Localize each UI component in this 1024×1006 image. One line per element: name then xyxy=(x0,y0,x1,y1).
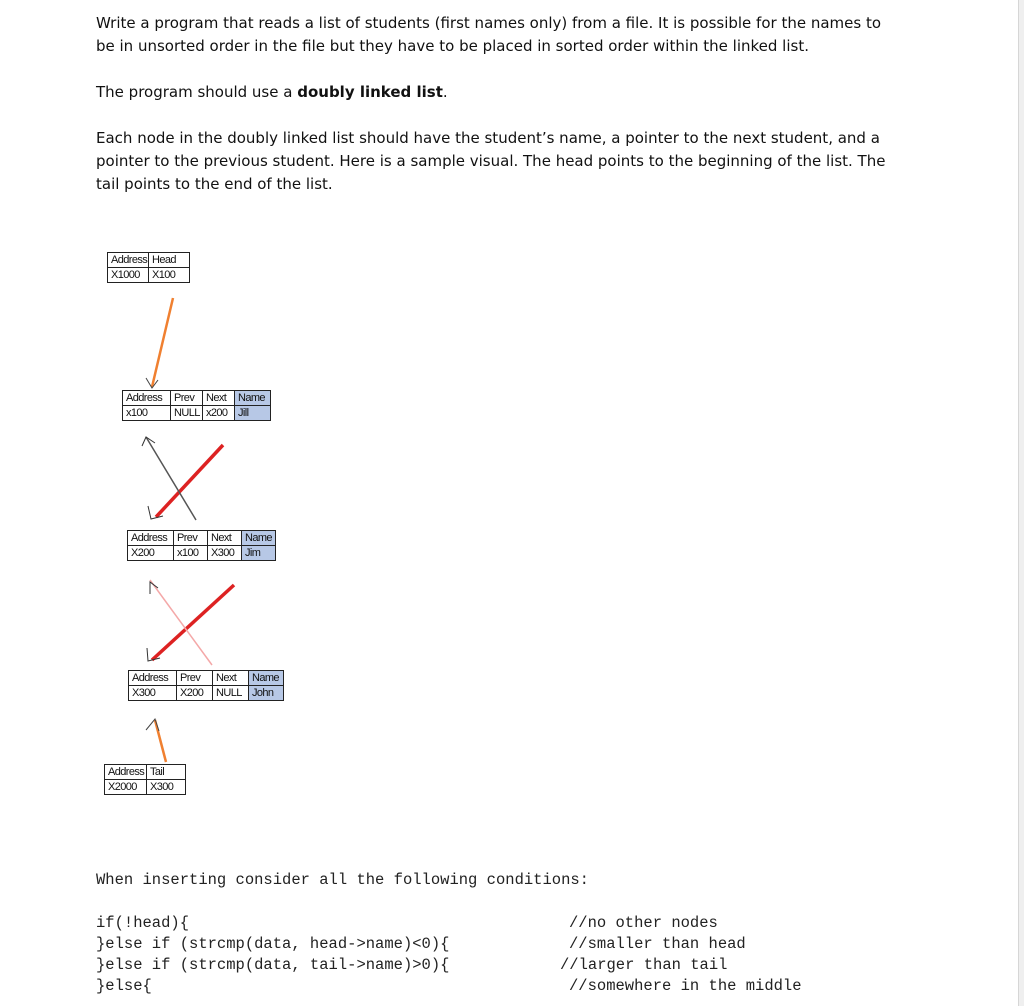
intro-paragraph-3: Each node in the doubly linked list should have the student’s name, a pointer to the next student, and a pointer to the previous student. Here is a sample visual. The head points to the beginning of the list. The tail points to the end of the list. xyxy=(96,129,886,193)
node-1-value-address: x100 xyxy=(123,406,171,420)
node-3-value-address: X300 xyxy=(129,686,177,700)
tail-box-header-tail: Tail xyxy=(147,765,185,780)
code-comment-2: //smaller than head xyxy=(569,935,746,953)
node-1-value-next: x200 xyxy=(203,406,235,420)
tail-pointer-box xyxy=(104,764,186,795)
code-comment-3: //larger than tail xyxy=(560,956,728,974)
intro-paragraph-2-prefix: The program should use a xyxy=(96,83,298,101)
next-pointer-arrow-1 xyxy=(156,445,223,517)
head-box-header-address: Address xyxy=(108,253,149,268)
node-3-value-prev: X200 xyxy=(177,686,213,700)
tail-box-value-address: X2000 xyxy=(105,780,147,794)
node-2-value-name: Jim xyxy=(242,546,275,560)
node-2-header-prev: Prev xyxy=(174,531,208,546)
head-box-value-head: X100 xyxy=(152,269,176,281)
code-line-2: }else if (strcmp(data, head->name)<0){ xyxy=(96,935,450,953)
node-3-header-prev: Prev xyxy=(177,671,213,686)
list-node-3 xyxy=(128,670,284,701)
list-node-2 xyxy=(127,530,276,561)
tail-box-header-address: Address xyxy=(105,765,147,780)
intro-paragraph-1: Write a program that reads a list of students (first names only) from a file. It is possible for the names to be in unsorted order in the file but they have to be placed in sorted order within the linked list. xyxy=(96,14,882,55)
node-3-header-next: Next xyxy=(213,671,249,686)
node-2-value-prev: x100 xyxy=(174,546,208,560)
intro-paragraph-2-suffix: . xyxy=(442,83,448,101)
node-2-value-next: X300 xyxy=(208,546,242,560)
code-comment-1: //no other nodes xyxy=(569,914,718,932)
node-1-value-name: Jill xyxy=(235,406,270,420)
list-node-1 xyxy=(122,390,271,421)
node-1-header-prev: Prev xyxy=(171,391,203,406)
head-pointer-box xyxy=(107,252,190,283)
next-pointer-arrow-2 xyxy=(152,585,234,660)
node-2-header-address: Address xyxy=(128,531,174,546)
head-box-header-head: Head xyxy=(149,253,189,268)
code-comment-4: //somewhere in the middle xyxy=(569,977,802,995)
node-3-value-next: NULL xyxy=(213,686,249,700)
node-2-value-address: X200 xyxy=(128,546,174,560)
code-line-1: if(!head){ xyxy=(96,914,190,932)
head-box-value-address: X1000 xyxy=(108,268,149,282)
node-3-value-name: John xyxy=(249,686,283,700)
node-2-header-name: Name xyxy=(242,531,275,546)
node-2-header-next: Next xyxy=(208,531,242,546)
node-1-header-next: Next xyxy=(203,391,235,406)
prev-pointer-arrowhead-2 xyxy=(150,582,158,594)
node-1-value-prev: NULL xyxy=(171,406,203,420)
node-1-header-address: Address xyxy=(123,391,171,406)
tail-pointer-arrow xyxy=(155,720,166,762)
node-3-header-name: Name xyxy=(249,671,283,686)
tail-box-value-tail: X300 xyxy=(150,781,174,793)
doubly-linked-list-term: doubly linked list xyxy=(297,83,443,101)
code-line-3: }else if (strcmp(data, tail->name)>0){ xyxy=(96,956,450,974)
head-pointer-arrow xyxy=(152,298,173,387)
conditions-heading: When inserting consider all the following conditions: xyxy=(96,871,589,889)
prev-pointer-arrow-1 xyxy=(146,437,196,520)
code-line-4: }else{ xyxy=(96,977,152,995)
node-1-header-name: Name xyxy=(235,391,270,406)
node-3-header-address: Address xyxy=(129,671,177,686)
